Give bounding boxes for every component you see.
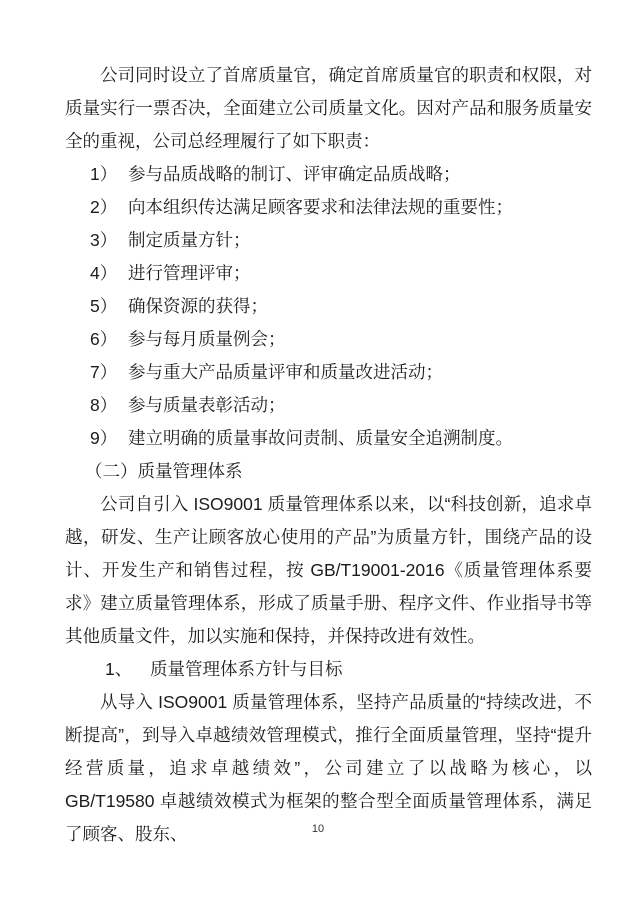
list-item-text: 确保资源的获得； xyxy=(128,296,268,316)
list-item xyxy=(65,422,592,455)
list-item-text: 参与质量表彰活动； xyxy=(128,395,286,415)
list-item xyxy=(65,389,592,422)
list-item-number: 9） xyxy=(90,428,118,448)
subsection-heading-policy-and-goals xyxy=(65,653,592,686)
list-item xyxy=(65,257,592,290)
subsection-title: 质量管理体系方针与目标 xyxy=(150,659,343,679)
list-item-number: 1） xyxy=(90,164,118,184)
list-item-number: 7） xyxy=(90,362,118,382)
list-item-number: 5） xyxy=(90,296,118,316)
list-item xyxy=(65,158,592,191)
page-footer xyxy=(0,819,636,837)
section-heading-quality-management-system: （二）质量管理体系 xyxy=(85,461,243,481)
list-item xyxy=(65,356,592,389)
list-item-number: 6） xyxy=(90,329,118,349)
list-item xyxy=(65,191,592,224)
list-item-number: 8） xyxy=(90,395,118,415)
list-item-text: 参与品质战略的制订、评审确定品质战略； xyxy=(128,164,461,184)
list-item-text: 向本组织传达满足顾客要求和法律法规的重要性； xyxy=(128,197,513,217)
subsection-number: 1、 xyxy=(105,659,133,679)
list-item-text: 建立明确的质量事故问责制、质量安全追溯制度。 xyxy=(128,428,513,448)
numbered-list xyxy=(65,158,592,455)
paragraph-excellence-model: 从导入 ISO9001 质量管理体系，坚持产品质量的“持续改进，不断提高”，到导入卓越绩效管理模式，推行全面质量管理，坚持“提升经营质量，追求卓越绩效”，公司建立了以战略为核心，以 GB/T19580 卓越绩效模式为框架的整合型全面质量管理体系，满足了顾客、股东、 xyxy=(65,692,592,844)
list-item-text: 制定质量方针； xyxy=(128,230,251,250)
list-item xyxy=(65,323,592,356)
document-content xyxy=(65,59,592,851)
paragraph-iso9001-intro: 公司自引入 ISO9001 质量管理体系以来，以“科技创新，追求卓越，研发、生产让顾客放心使用的产品”为质量方针，围绕产品的设计、开发生产和销售过程，按 GB/T19001-2016《质量管理体系要求》建立质量管理体系，形成了质量手册、程序文件、作业指导书等其他质量文件，加以实施和保持，并保持改进有效性。 xyxy=(65,494,592,646)
list-item-number: 2） xyxy=(90,197,118,217)
list-item xyxy=(65,224,592,257)
list-item-text: 参与重大产品质量评审和质量改进活动； xyxy=(128,362,443,382)
list-item xyxy=(65,290,592,323)
paragraph-chief-quality-officer: 公司同时设立了首席质量官，确定首席质量官的职责和权限，对质量实行一票否决，全面建立公司质量文化。因对产品和服务质量安全的重视，公司总经理履行了如下职责： xyxy=(65,65,592,151)
page-number: 10 xyxy=(311,823,325,835)
list-item-number: 3） xyxy=(90,230,118,250)
list-item-text: 进行管理评审； xyxy=(128,263,251,283)
list-item-text: 参与每月质量例会； xyxy=(128,329,286,349)
list-item-number: 4） xyxy=(90,263,118,283)
